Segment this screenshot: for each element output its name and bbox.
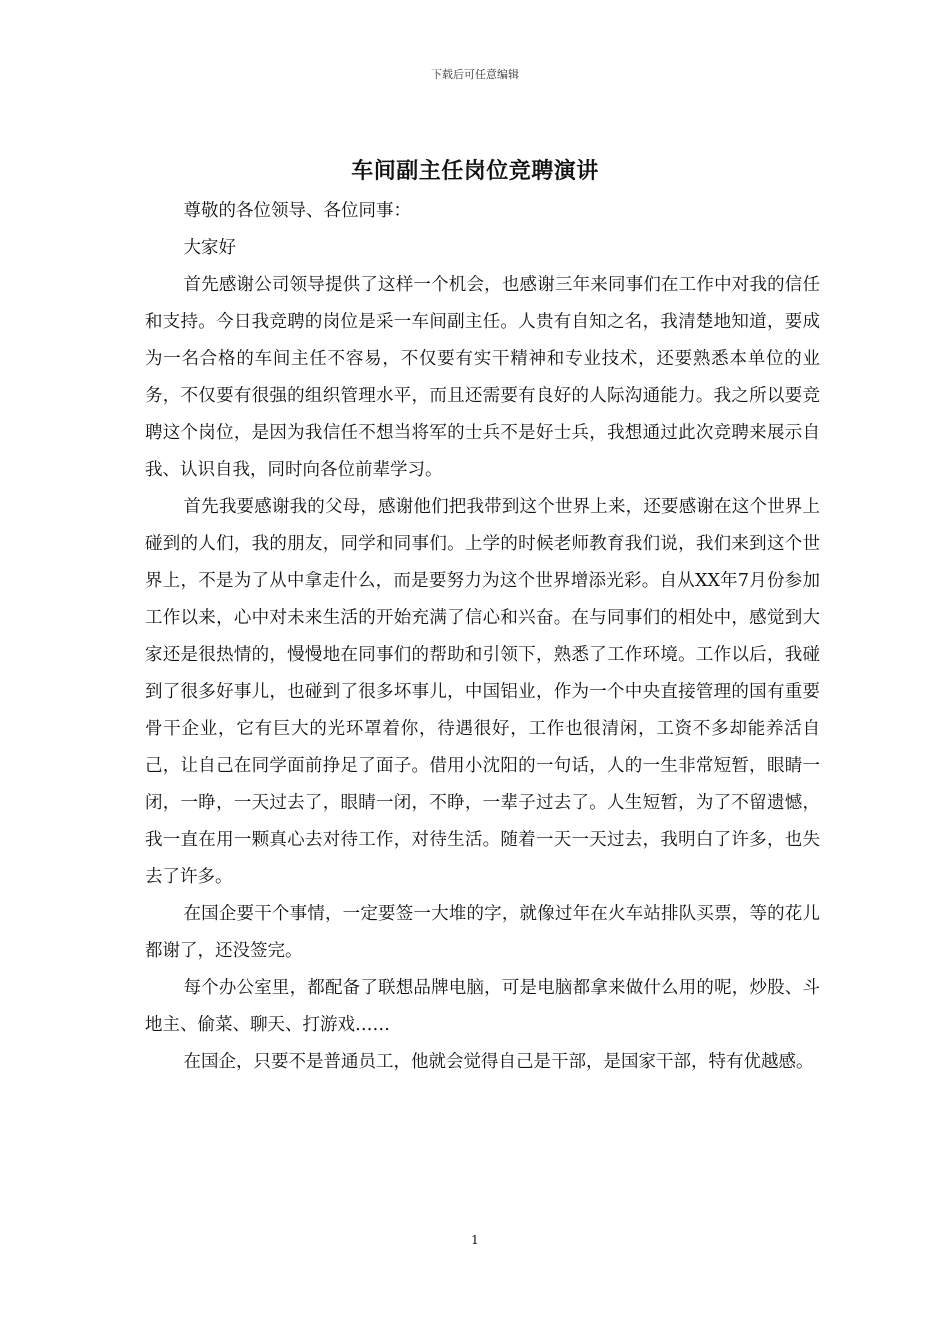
salutation: 尊敬的各位领导、各位同事： xyxy=(183,201,411,221)
paragraph: 在国企要干个事情，一定要签一大堆的字，就像过年在火车站排队买票，等的花儿都谢了，还没签完。 xyxy=(145,904,820,961)
paragraph: 每个办公室里，都配备了联想品牌电脑，可是电脑都拿来做什么用的呢，炒股、斗地主、偷菜、聊天、打游戏…… xyxy=(145,978,820,1035)
document-title: 车间副主任岗位竞聘演讲 xyxy=(351,158,599,184)
paragraph: 在国企，只要不是普通员工，他就会觉得自己是干部，是国家干部，特有优越感。 xyxy=(183,1052,814,1072)
page-number: 1 xyxy=(471,1233,479,1247)
paragraph: 首先感谢公司领导提供了这样一个机会，也感谢三年来同事们在工作中对我的信任和支持。今日我竞聘的岗位是采一车间副主任。人贵有自知之名，我清楚地知道，要成为一名合格的车间主任不容易，不仅要有实干精神和专业技术，还要熟悉本单位的业务，不仅要有很强的组织管理水平，而且还需要有良好的人际沟通能力。我之所以要竞聘这个岗位，是因为我信任不想当将军的士兵不是好士兵，我想通过此次竞聘来展示自我、认识自我，同时向各位前辈学习。 xyxy=(145,275,820,480)
header-note: 下载后可任意编辑 xyxy=(431,68,519,81)
greeting: 大家好 xyxy=(183,238,236,258)
document-body xyxy=(145,193,820,1081)
paragraph: 首先我要感谢我的父母，感谢他们把我带到这个世界上来，还要感谢在这个世界上碰到的人们，我的朋友，同学和同事们。上学的时候老师教育我们说，我们来到这个世界上，不是为了从中拿走什么，而是要努力为这个世界增添光彩。自从XX年7月份参加工作以来，心中对未来生活的开始充满了信心和兴奋。在与同事们的相处中，感觉到大家还是很热情的，慢慢地在同事们的帮助和引领下，熟悉了工作环境。工作以后，我碰到了很多好事儿，也碰到了很多坏事儿，中国铝业，作为一个中央直接管理的国有重要骨干企业，它有巨大的光环罩着你，待遇很好，工作也很清闲，工资不多却能养活自己，让自己在同学面前挣足了面子。借用小沈阳的一句话，人的一生非常短暂，眼睛一闭，一睁，一天过去了，眼睛一闭，不睁，一辈子过去了。人生短暂，为了不留遗憾，我一直在用一颗真心去对待工作，对待生活。随着一天一天过去，我明白了许多，也失去了许多。 xyxy=(145,497,820,887)
